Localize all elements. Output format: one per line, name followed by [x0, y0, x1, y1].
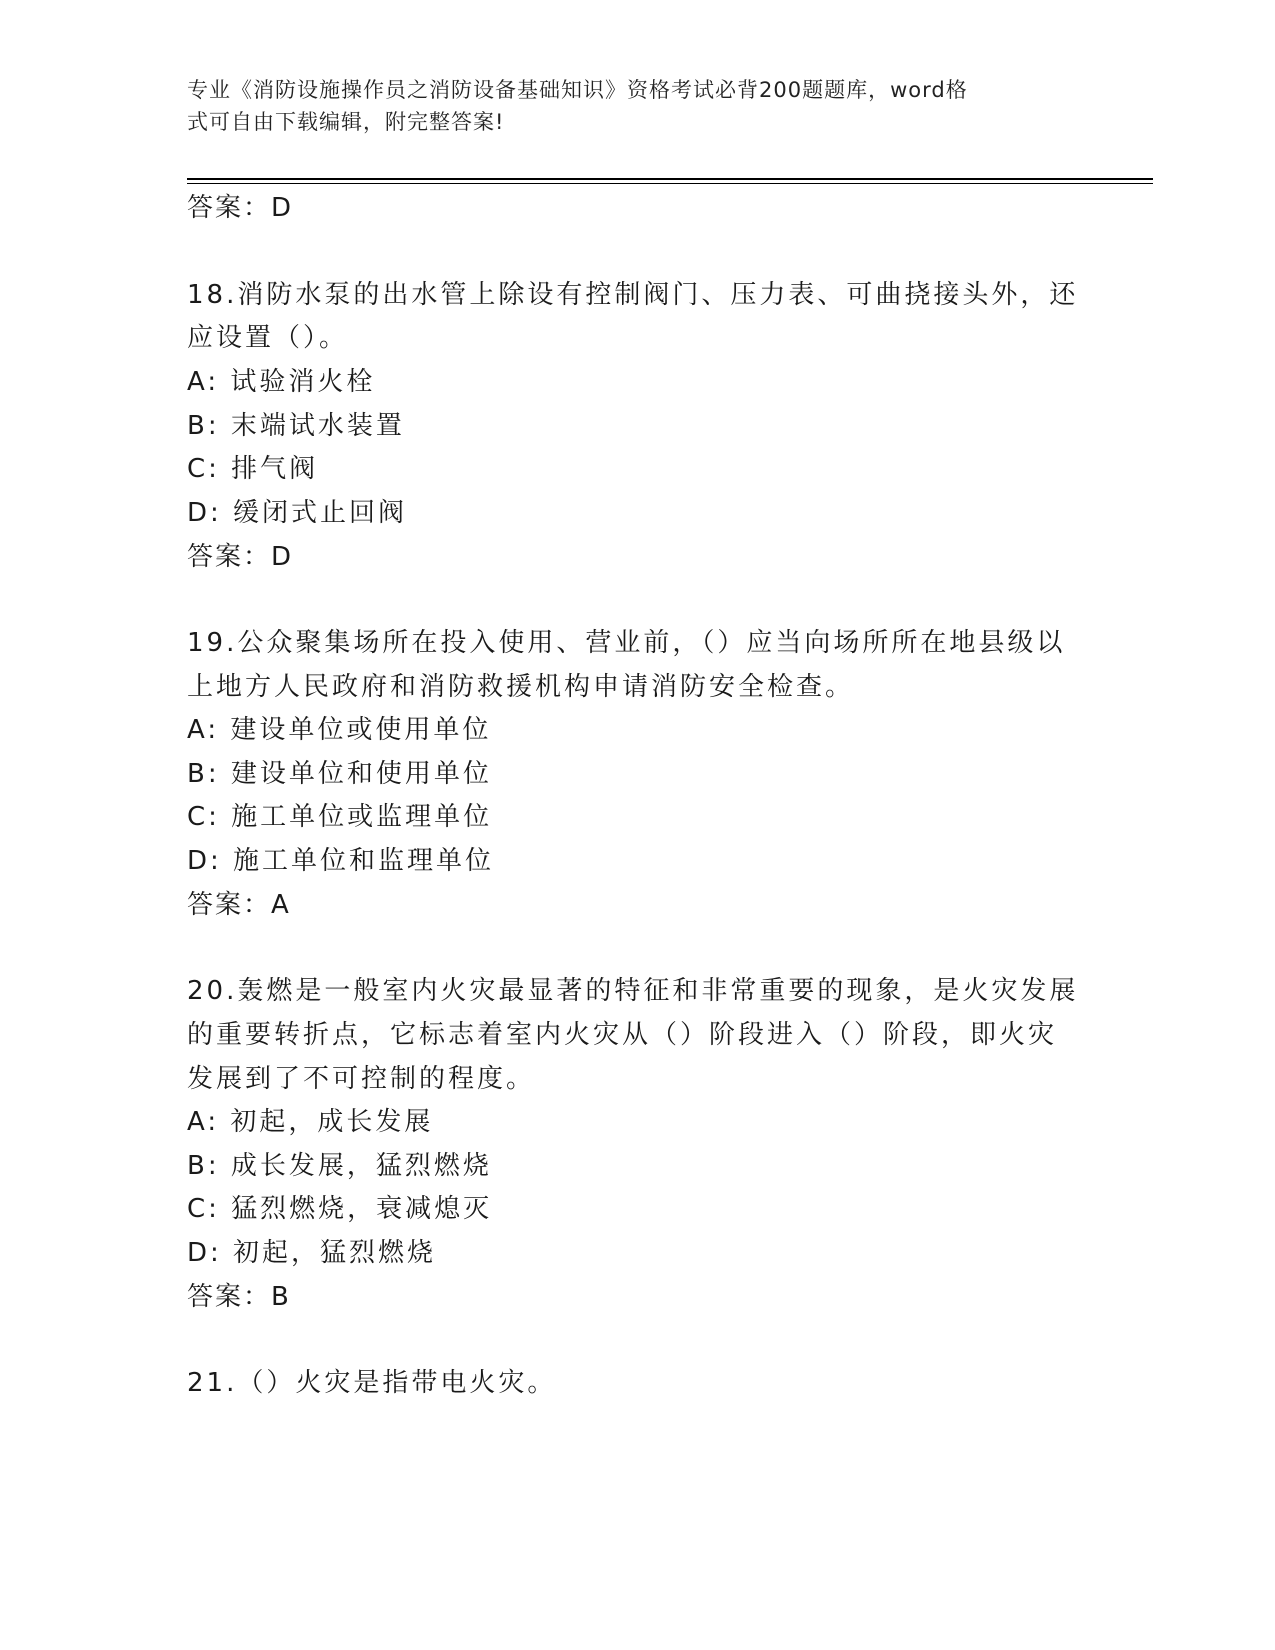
question-19-answer: 答案：A	[187, 890, 291, 920]
question-20-answer: 答案：B	[187, 1282, 291, 1312]
question-18-option-d: D: 缓闭式止回阀	[187, 498, 408, 528]
question-20-option-b: B: 成长发展，猛烈燃烧	[187, 1151, 492, 1181]
question-20-option-a: A: 初起，成长发展	[187, 1107, 434, 1137]
question-18-option-c: C: 排气阀	[187, 454, 319, 484]
header-rule-thick	[187, 178, 1153, 180]
question-19-option-a: A: 建设单位或使用单位	[187, 715, 492, 745]
question-18-option-b: B: 末端试水装置	[187, 411, 405, 441]
question-20-line-3: 发展到了不可控制的程度。	[187, 1064, 536, 1094]
question-19-option-b: B: 建设单位和使用单位	[187, 759, 492, 789]
header-line-1: 专业《消防设施操作员之消防设备基础知识》资格考试必背200题题库，word格	[187, 78, 968, 102]
question-19-line-1: 19.公众聚集场所在投入使用、营业前，（）应当向场所所在地县级以	[187, 628, 1066, 658]
question-18-line-2: 应设置（）。	[187, 323, 349, 353]
question-18-answer: 答案：D	[187, 542, 294, 572]
question-18-option-a: A: 试验消火栓	[187, 367, 376, 397]
question-20-option-c: C: 猛烈燃烧，衰减熄灭	[187, 1194, 493, 1224]
question-20-line-1: 20.轰燃是一般室内火灾最显著的特征和非常重要的现象，是火灾发展	[187, 976, 1079, 1006]
question-19-option-c: C: 施工单位或监理单位	[187, 802, 493, 832]
question-18-line-1: 18.消防水泵的出水管上除设有控制阀门、压力表、可曲挠接头外，还	[187, 280, 1079, 310]
question-21-line-1: 21.（）火灾是指带电火灾。	[187, 1368, 557, 1398]
question-20-line-2: 的重要转折点，它标志着室内火灾从（）阶段进入（）阶段，即火灾	[187, 1020, 1058, 1050]
question-20-option-d: D: 初起，猛烈燃烧	[187, 1238, 437, 1268]
document-header	[187, 74, 1067, 138]
question-19-line-2: 上地方人民政府和消防救援机构申请消防安全检查。	[187, 672, 855, 702]
header-rule-thin	[187, 183, 1153, 184]
answer-previous: 答案：D	[187, 193, 294, 223]
header-line-2: 式可自由下载编辑，附完整答案!	[187, 110, 505, 134]
question-19-option-d: D: 施工单位和监理单位	[187, 846, 495, 876]
